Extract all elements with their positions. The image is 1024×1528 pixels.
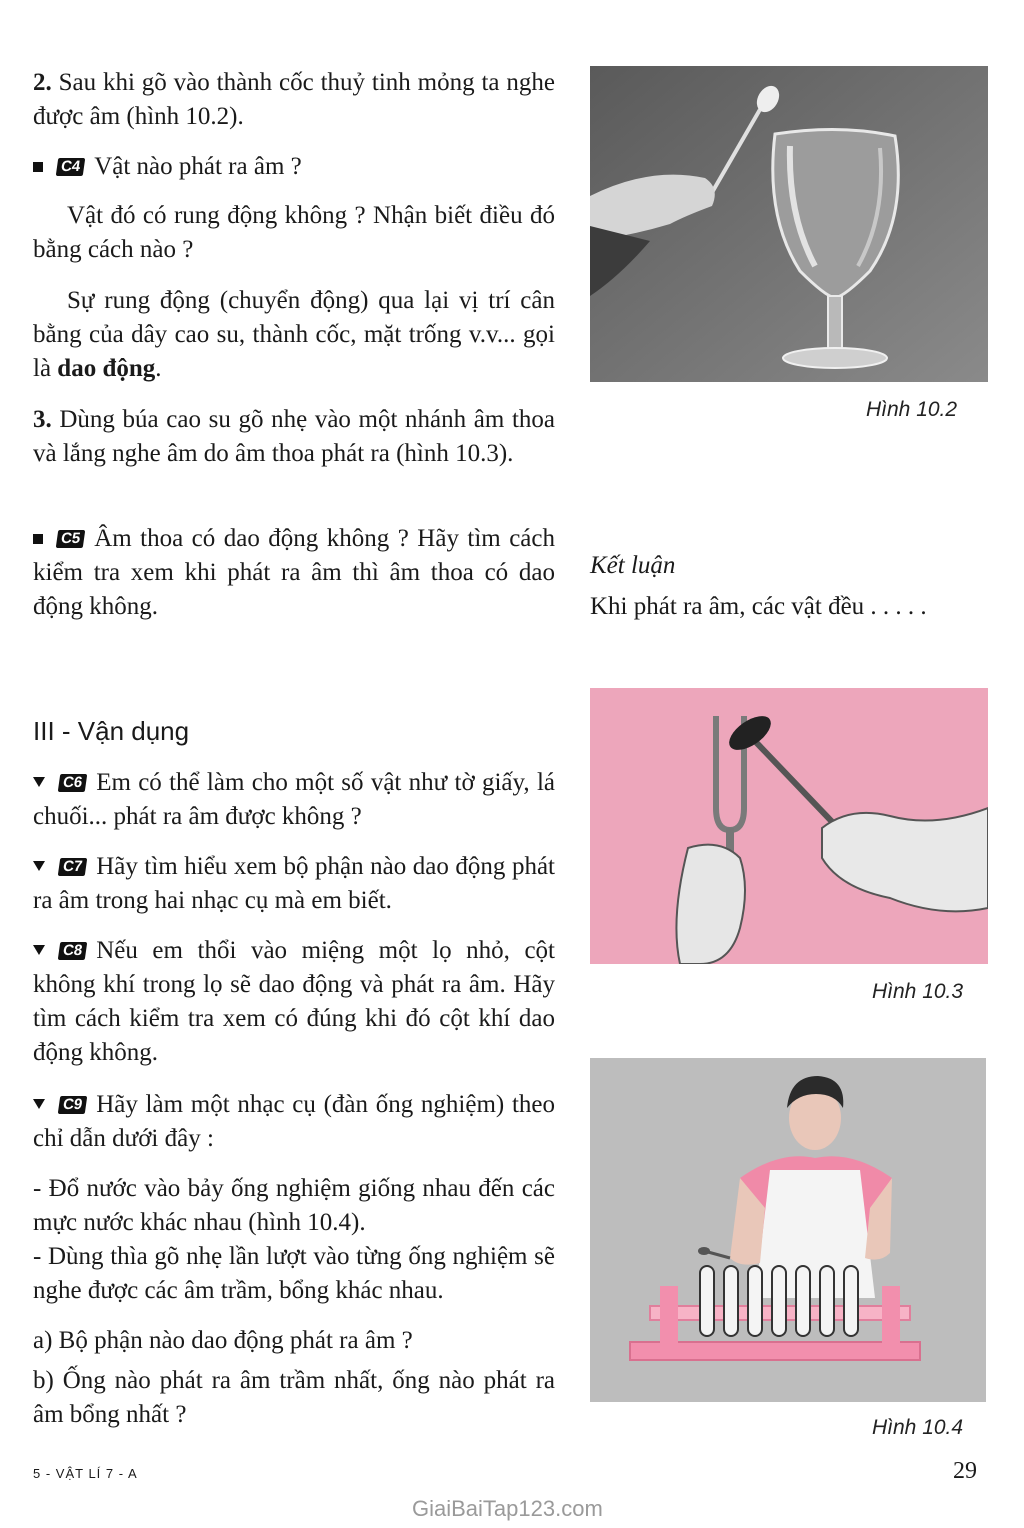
triangle-bullet-icon <box>33 1099 45 1109</box>
figure-10-3-caption: Hình 10.3 <box>872 980 964 1003</box>
c9-question <box>33 1088 555 1156</box>
c7-text: Hãy tìm hiểu xem bộ phận nào dao động phát ra âm trong hai nhạc cụ mà em biết. <box>33 853 555 914</box>
c4-badge: C4 <box>56 158 86 176</box>
triangle-bullet-icon <box>33 777 45 787</box>
definition-paragraph <box>33 284 555 386</box>
c6-badge: C6 <box>58 774 88 792</box>
sec3-text: Dùng búa cao su gõ nhẹ vào một nhánh âm thoa và lắng nghe âm do âm thoa phát ra (hình 10.3). <box>33 406 555 467</box>
figure-10-3 <box>590 688 988 964</box>
c8-badge: C8 <box>58 942 88 960</box>
sec3-number: 3. <box>33 406 52 433</box>
tuning-fork-illustration <box>590 688 988 964</box>
page-number: 29 <box>953 1458 977 1484</box>
c9-badge: C9 <box>58 1096 88 1114</box>
c4-followup: Vật đó có rung động không ? Nhận biết điều đó bằng cách nào ? <box>33 202 555 263</box>
definition-term: dao động <box>57 355 156 382</box>
c5-question-text: Âm thoa có dao động không ? Hãy tìm cách kiểm tra xem khi phát ra âm thì âm thoa có dao động không. <box>33 525 555 620</box>
c9-question-b: b) Ống nào phát ra âm trầm nhất, ống nào phát ra âm bổng nhất ? <box>33 1367 555 1428</box>
c5-question <box>33 522 555 624</box>
c7-question <box>33 850 555 918</box>
figure-10-2 <box>590 66 988 382</box>
c9-step-1: - Đổ nước vào bảy ống nghiệm giống nhau đến các mực nước khác nhau (hình 10.4). <box>33 1175 555 1236</box>
c4-question <box>33 150 555 184</box>
test-tube-instrument-illustration <box>590 1058 986 1402</box>
glass-spoon-illustration <box>590 66 988 382</box>
c8-text: Nếu em thổi vào miệng một lọ nhỏ, cột không khí trong lọ sẽ dao động và phát ra âm. Hãy tìm cách kiểm tra xem có đúng khi đó cột khí dao động không. <box>33 937 555 1066</box>
triangle-bullet-icon <box>33 945 45 955</box>
c9-step-2: - Dùng thìa gõ nhẹ lần lượt vào từng ống nghiệm sẽ nghe được các âm trầm, bổng khác nhau. <box>33 1243 555 1304</box>
figure-10-4-caption: Hình 10.4 <box>872 1416 964 1439</box>
c7-badge: C7 <box>58 858 88 876</box>
sec2-number: 2. <box>33 69 52 96</box>
c8-question <box>33 934 555 1070</box>
conclusion-text: Khi phát ra âm, các vật đều . . . . . <box>590 593 927 620</box>
definition-end: . <box>155 355 162 382</box>
square-bullet-icon <box>33 534 43 544</box>
sec3-paragraph <box>33 403 555 471</box>
sec2-text: Sau khi gõ vào thành cốc thuỷ tinh mỏng ta nghe được âm (hình 10.2). <box>33 69 555 130</box>
c5-badge: C5 <box>56 530 86 548</box>
square-bullet-icon <box>33 162 43 172</box>
definition-text: Sự rung động (chuyển động) qua lại vị trí cân bằng của dây cao su, thành cốc, mặt trống v.v... gọi là <box>33 287 555 382</box>
conclusion-title: Kết luận <box>590 552 676 579</box>
sec2-paragraph <box>33 66 555 134</box>
watermark: GiaiBaiTap123.com <box>412 1496 603 1521</box>
section-heading: III - Vận dụng <box>33 716 190 746</box>
c9-text: Hãy làm một nhạc cụ (đàn ống nghiệm) theo chỉ dẫn dưới đây : <box>33 1091 555 1152</box>
figure-10-2-caption: Hình 10.2 <box>866 398 958 421</box>
c6-question <box>33 766 555 834</box>
c4-question-text: Vật nào phát ra âm ? <box>94 153 302 180</box>
triangle-bullet-icon <box>33 861 45 871</box>
c9-question-a: a) Bộ phận nào dao động phát ra âm ? <box>33 1327 413 1354</box>
figure-10-4 <box>590 1058 986 1402</box>
footer-book-label: 5 - VẬT LÍ 7 - A <box>33 1466 138 1481</box>
c6-text: Em có thể làm cho một số vật như tờ giấy, lá chuối... phát ra âm được không ? <box>33 769 555 830</box>
